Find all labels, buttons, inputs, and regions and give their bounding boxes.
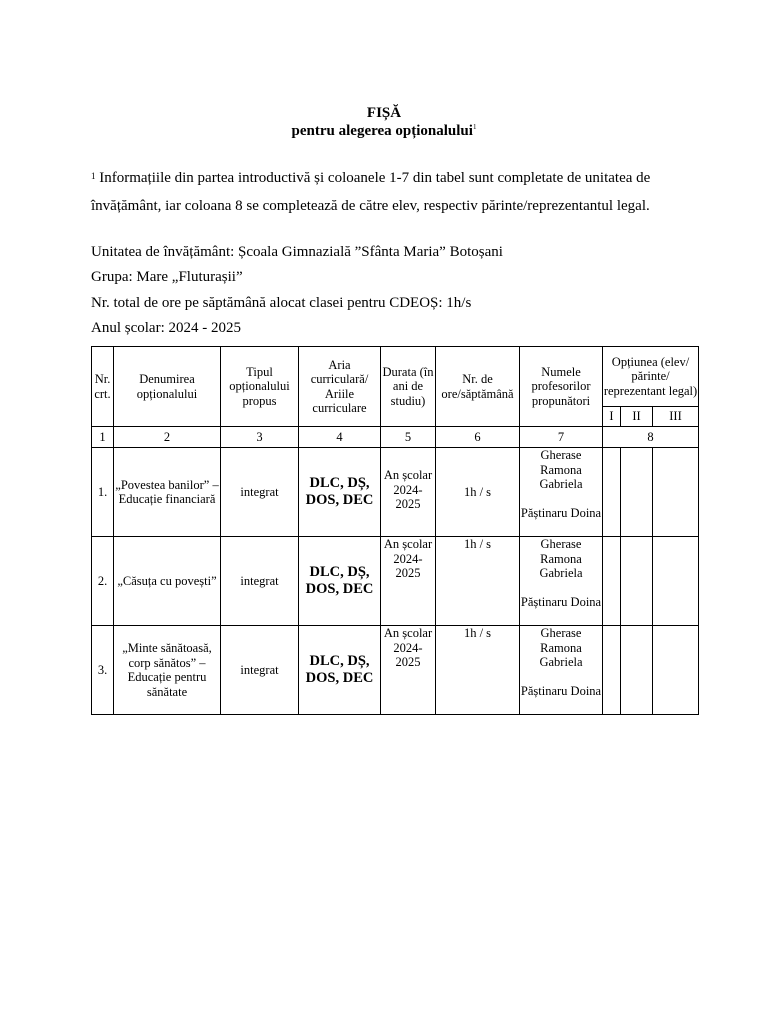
header-option-I: I	[603, 407, 621, 427]
row-duration: An școlar 2024-2025	[381, 537, 436, 626]
column-number: 8	[603, 427, 699, 448]
row-name: „Minte sănătoasă, corp sănătos” – Educație pentru sănătate	[114, 626, 221, 715]
row-type: integrat	[221, 537, 299, 626]
footnote-text: Informațiile din partea introductivă și coloanele 1-7 din tabel sunt completate de unitatea de învățământ, iar coloana 8 se completează de către elev, respectiv părinte/reprezentantul legal.	[91, 170, 651, 214]
document-subtitle	[0, 123, 768, 140]
subtitle-text: pentru alegerea opționalului	[291, 123, 473, 139]
row-nr: 2.	[92, 537, 114, 626]
option-cell-III[interactable]	[653, 448, 699, 537]
row-hours: 1h / s	[436, 448, 520, 537]
teacher-name: Păștinaru Doina	[520, 594, 602, 609]
option-cell-II[interactable]	[621, 537, 653, 626]
table-row	[92, 537, 699, 626]
header-row	[92, 347, 699, 407]
header-name: Denumirea opționalului	[114, 347, 221, 427]
row-area: DLC, DȘ, DOS, DEC	[299, 537, 381, 626]
row-type: integrat	[221, 448, 299, 537]
header-teachers: Numele profesorilor propunători	[520, 347, 603, 427]
table-row	[92, 626, 699, 715]
header-option-III: III	[653, 407, 699, 427]
footnote	[91, 164, 691, 220]
hours-line: Nr. total de ore pe săptămână alocat clasei pentru CDEOȘ: 1h/s	[91, 295, 472, 311]
header-duration: Durata (în ani de studiu)	[381, 347, 436, 427]
option-cell-III[interactable]	[653, 626, 699, 715]
table-row	[92, 448, 699, 537]
teacher-name: Păștinaru Doina	[520, 683, 602, 698]
row-teachers	[520, 537, 603, 626]
header-area: Aria curriculară/ Ariile curriculare	[299, 347, 381, 427]
column-number: 7	[520, 427, 603, 448]
footnote-mark: 1	[91, 171, 96, 181]
row-name: „Povestea banilor” – Educație financiară	[114, 448, 221, 537]
option-cell-II[interactable]	[621, 448, 653, 537]
row-teachers	[520, 626, 603, 715]
header-option: Opțiunea (elev/ părinte/ reprezentant legal)	[603, 347, 699, 407]
row-nr: 1.	[92, 448, 114, 537]
option-cell-II[interactable]	[621, 626, 653, 715]
row-name: „Căsuța cu povești”	[114, 537, 221, 626]
option-cell-III[interactable]	[653, 537, 699, 626]
row-duration: An școlar 2024-2025	[381, 448, 436, 537]
option-cell-I[interactable]	[603, 626, 621, 715]
teacher-name: Gherase Ramona Gabriela	[539, 626, 583, 669]
school-year-line: Anul școlar: 2024 - 2025	[91, 320, 241, 336]
row-area: DLC, DȘ, DOS, DEC	[299, 626, 381, 715]
teacher-name: Gherase Ramona Gabriela	[539, 448, 583, 491]
column-number: 3	[221, 427, 299, 448]
column-number: 1	[92, 427, 114, 448]
teacher-name: Gherase Ramona Gabriela	[539, 537, 583, 580]
school-line: Unitatea de învățământ: Școala Gimnazială ”Sfânta Maria” Botoșani	[91, 244, 503, 260]
header-nr: Nr. crt.	[92, 347, 114, 427]
row-hours: 1h / s	[436, 626, 520, 715]
row-hours: 1h / s	[436, 537, 520, 626]
row-duration: An școlar 2024-2025	[381, 626, 436, 715]
column-number: 6	[436, 427, 520, 448]
column-number: 5	[381, 427, 436, 448]
column-number: 2	[114, 427, 221, 448]
header-option-II: II	[621, 407, 653, 427]
header-hours: Nr. de ore/săptămână	[436, 347, 520, 427]
document-title: FIȘĂ	[366, 105, 402, 121]
column-number: 4	[299, 427, 381, 448]
row-nr: 3.	[92, 626, 114, 715]
row-teachers	[520, 448, 603, 537]
option-cell-I[interactable]	[603, 537, 621, 626]
row-area: DLC, DȘ, DOS, DEC	[299, 448, 381, 537]
group-line: Grupa: Mare „Fluturașii”	[91, 269, 243, 285]
footnote-reference: 1	[472, 123, 477, 131]
numbering-row	[92, 427, 699, 448]
options-table	[91, 346, 699, 715]
teacher-name: Păștinaru Doina	[520, 505, 602, 520]
option-cell-I[interactable]	[603, 448, 621, 537]
header-type: Tipul opționalului propus	[221, 347, 299, 427]
row-type: integrat	[221, 626, 299, 715]
